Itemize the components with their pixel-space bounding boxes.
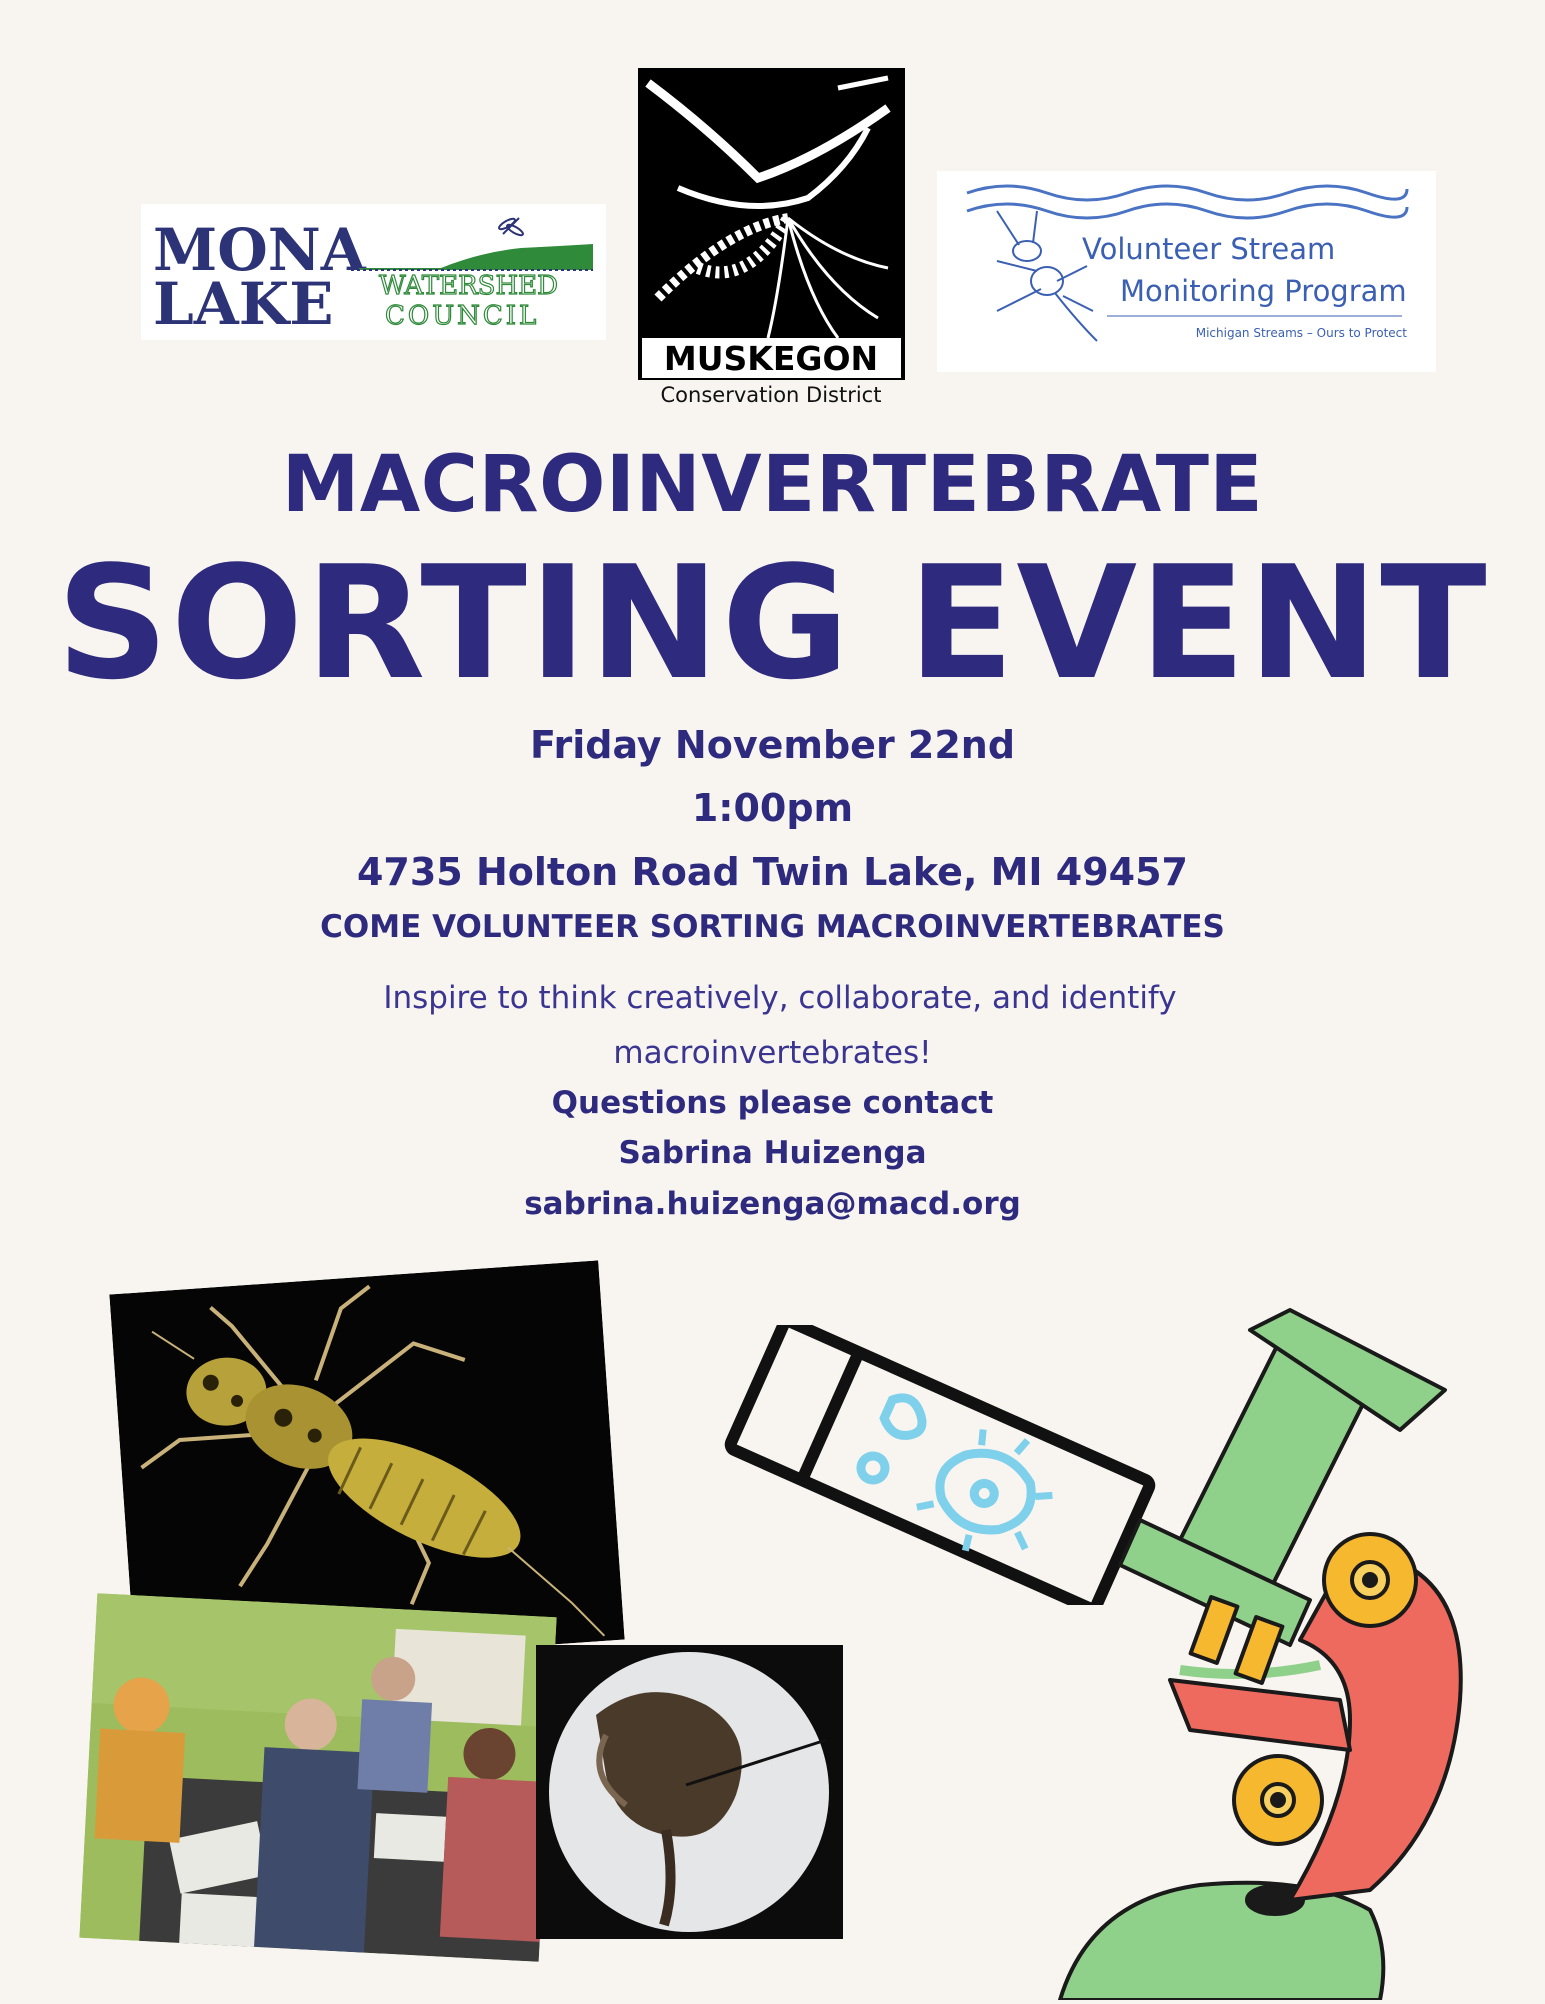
wave-lines [967,186,1407,218]
volunteers-sorting-photo [79,1593,556,1962]
microscope-view-art [536,1645,843,1939]
event-time: 1:00pm [691,786,854,830]
muskegon-logo [638,68,905,408]
microscope-illustration [1050,1300,1520,2000]
council-word: COUNCIL [385,301,540,331]
inspire-line1: Inspire to think creatively, collaborate, and identify [383,980,1177,1016]
contact-name: Sabrina Huizenga [618,1135,927,1171]
dragonfly-icon [498,217,525,237]
event-date: Friday November 22nd [529,723,1016,767]
volunteer-stream-logo-art [937,171,1436,372]
muskegon-logo-art [638,68,905,408]
volunteer-stream-logo [937,171,1436,372]
green-hill-shape [359,244,593,270]
vsmp-line1: Volunteer Stream [1082,232,1336,266]
contact-heading: Questions please contact [551,1085,994,1121]
call-to-action: COME VOLUNTEER SORTING MACROINVERTEBRATES [320,909,1225,945]
conservation-district-word: Conservation District [660,383,882,407]
microscope-stage [1170,1680,1350,1750]
lake-word: LAKE [153,270,334,338]
mona-word: MONA [153,216,366,284]
volunteers-photo-art [79,1593,556,1962]
watershed-word: WATERSHED [379,271,558,301]
microscope-art [1050,1300,1520,2000]
event-address: 4735 Holton Road Twin Lake, MI 49457 [356,850,1188,894]
microscope-view-photo [536,1645,843,1939]
vsmp-line2: Monitoring Program [1120,274,1407,308]
objective-lens-1 [1191,1597,1238,1663]
contact-email: sabrina.huizenga@macd.org [524,1186,1021,1222]
stonefly-icon [997,211,1097,341]
microscope-base [1060,1883,1383,2000]
vsmp-tagline: Michigan Streams – Ours to Protect [1195,326,1407,340]
inspire-line2: macroinvertebrates! [613,1035,932,1071]
title-line2: SORTING EVENT [56,532,1489,714]
muskegon-word: MUSKEGON [663,339,879,378]
mona-lake-logo [141,204,606,340]
title-line1: MACROINVERTEBRATE [281,440,1264,530]
mona-lake-logo-art [141,204,606,340]
